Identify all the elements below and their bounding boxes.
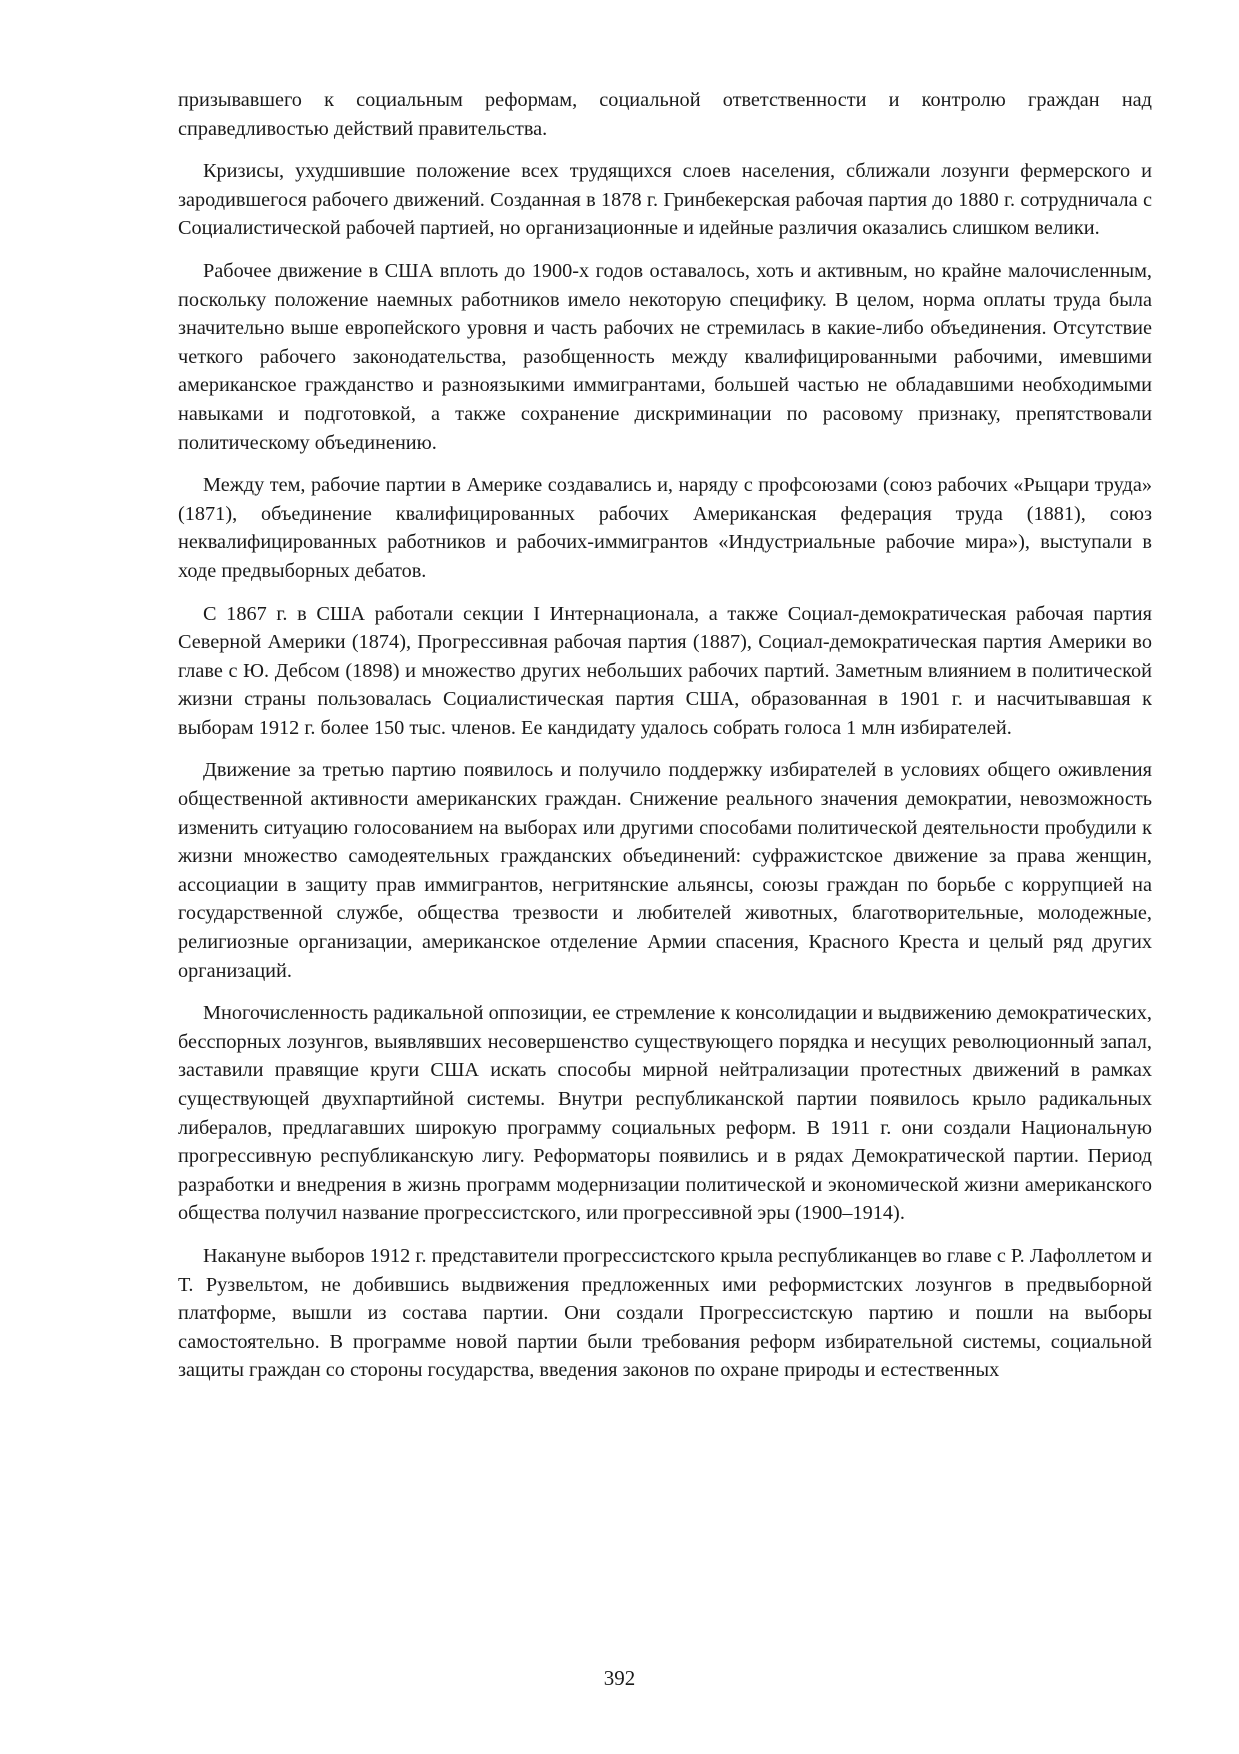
paragraph-third-party: Движение за третью партию появилось и получило поддержку избирателей в условиях общего оживления общественной активности американских граждан. Снижение реального значения демократии, невозможность изменить ситуацию голосованием на выборах или другими способами политической деятельности пробудили к жизни множество самодеятельных гражданских объединений: суфражистское движение за права женщин, ассоциации в защиту прав иммигрантов, негритянские альянсы, союзы граждан по борьбе с коррупцией на государственной службе, общества трезвости и любителей животных, благотворительные, молодежные, религиозные организации, американское отделение Армии спасения, Красного Креста и целый ряд других организаций. bbox=[178, 759, 1152, 982]
paragraph-radical-opposition: Многочисленность радикальной оппозиции, ее стремление к консолидации и выдвижению демократических, бесспорных лозунгов, выявлявших несовершенство существующего порядка и несущих революционный запал, заставили правящие круги США искать способы мирной нейтрализации протестных движений в рамках существующей двухпартийной системы. Внутри республиканской партии появилось крыло радикальных либералов, предлагавших широкую программу социальных реформ. В 1911 г. они создали Национальную прогрессивную республиканскую лигу. Реформаторы появились и в рядах Демократической партии. Период разработки и внедрения в жизнь программ модернизации политической и экономической жизни американского общества получил название прогрессистского, или прогрессивной эры (1900–1914). bbox=[178, 1002, 1152, 1225]
paragraph-elections-1912: Накануне выборов 1912 г. представители прогрессистского крыла республиканцев во главе с Р. Лафоллетом и Т. Рузвельтом, не добившись выдвижения предложенных ими реформистских лозунгов в предвыборной платформе, вышли из состава партии. Они создали Прогрессистскую партию и пошли на выборы самостоятельно. В программе новой партии были требования реформ избирательной системы, социальной защиты граждан со стороны государства, введения законов по охране природы и естественных bbox=[178, 1244, 1152, 1382]
paragraph-labor-parties: Между тем, рабочие партии в Америке создавались и, наряду с профсоюзами (союз рабочих «Рыцари труда» (1871), объединение квалифицированных рабочих Американская федерация труда (1881), союз неквалифицированных работников и рабочих-иммигрантов «Индустриальные рабочие мира»), выступали в ходе предвыборных дебатов. bbox=[178, 474, 1152, 582]
paragraph-crises: Кризисы, ухудшившие положение всех трудящихся слоев населения, сближали лозунги фермерского и зародившегося рабочего движений. Созданная в 1878 г. Гринбекерская рабочая партия до 1880 г. сотрудничала с Социалистической рабочей партией, но организационные и идейные различия оказались слишком велики. bbox=[178, 160, 1152, 240]
page-body bbox=[178, 86, 1152, 1399]
paragraph-labor-movement: Рабочее движение в США вплоть до 1900-х годов оставалось, хоть и активным, но крайне малочисленным, поскольку положение наемных работников имело некоторую специфику. В целом, норма оплаты труда была значительно выше европейского уровня и часть рабочих не стремилась в какие-либо объединения. Отсутствие четкого рабочего законодательства, разобщенность между квалифицированными рабочими, имевшими американское гражданство и разноязыкими иммигрантами, большей частью не обладавшими необходимыми навыками и подготовкой, а также сохранение дискриминации по расовому признаку, препятствовали политическому объединению. bbox=[178, 259, 1152, 454]
paragraph-continuation: призывавшего к социальным реформам, социальной ответственности и контролю граждан над справедливостью действий правительства. bbox=[178, 89, 1152, 140]
paragraph-international: С 1867 г. в США работали секции I Интернационала, а также Социал-демократическая рабочая партия Северной Америки (1874), Прогрессивная рабочая партия (1887), Социал-демократическая партия Америки во главе с Ю. Дебсом (1898) и множество других небольших рабочих партий. Заметным влиянием в политической жизни страны пользовалась Социалистическая партия США, образованная в 1901 г. и насчитывавшая к выборам 1912 г. более 150 тыс. членов. Ее кандидату удалось собрать голоса 1 млн избирателей. bbox=[178, 602, 1152, 739]
page-number: 392 bbox=[603, 1666, 636, 1690]
